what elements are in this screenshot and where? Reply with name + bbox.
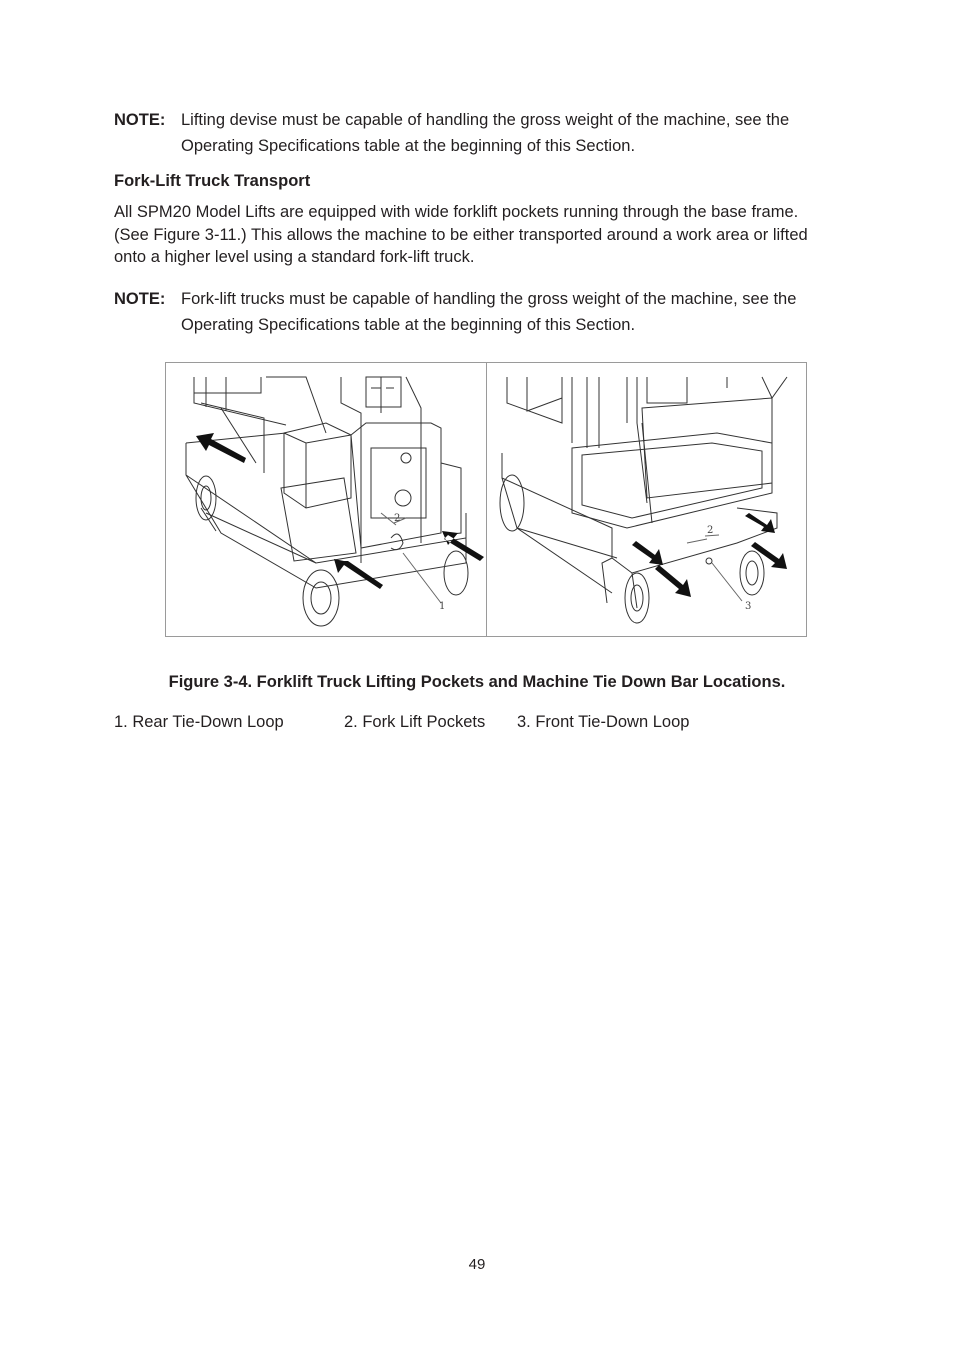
front-view-drawing: [487, 363, 807, 636]
callout-rear-tie-down: 1: [439, 601, 446, 612]
callout-fork-pockets: 2: [394, 513, 401, 524]
legend-item: 3. Front Tie-Down Loop: [517, 713, 690, 731]
note-label: NOTE:: [114, 111, 166, 129]
note-text: Lifting devise must be capable of handling the gross weight of the machine, see the Operating Specifications table at the beginning of this Section.: [181, 111, 790, 155]
legend-item: 2. Fork Lift Pockets: [344, 713, 486, 731]
callout-fork-pockets: 2: [707, 525, 714, 536]
note-label: NOTE:: [114, 290, 166, 308]
figure-forklift-pockets: [165, 362, 807, 637]
rear-view-drawing: [166, 363, 486, 636]
section-heading: Fork-Lift Truck Transport: [114, 172, 311, 190]
note-text: Fork-lift trucks must be capable of handling the gross weight of the machine, see the Operating Specifications table at the beginning of this Section.: [181, 290, 797, 334]
figure-caption: Figure 3-4. Forklift Truck Lifting Pockets and Machine Tie Down Bar Locations.: [168, 673, 786, 691]
section-body: All SPM20 Model Lifts are equipped with wide forklift pockets running through the base frame. (See Figure 3-11.) This allows the machine to be either transported around a work area or lifted onto a higher level using a standard fork-lift truck.: [114, 203, 808, 266]
page-number: 49: [468, 1256, 486, 1273]
callout-front-tie-down: 3: [745, 601, 752, 612]
legend-item: 1. Rear Tie-Down Loop: [114, 713, 284, 731]
